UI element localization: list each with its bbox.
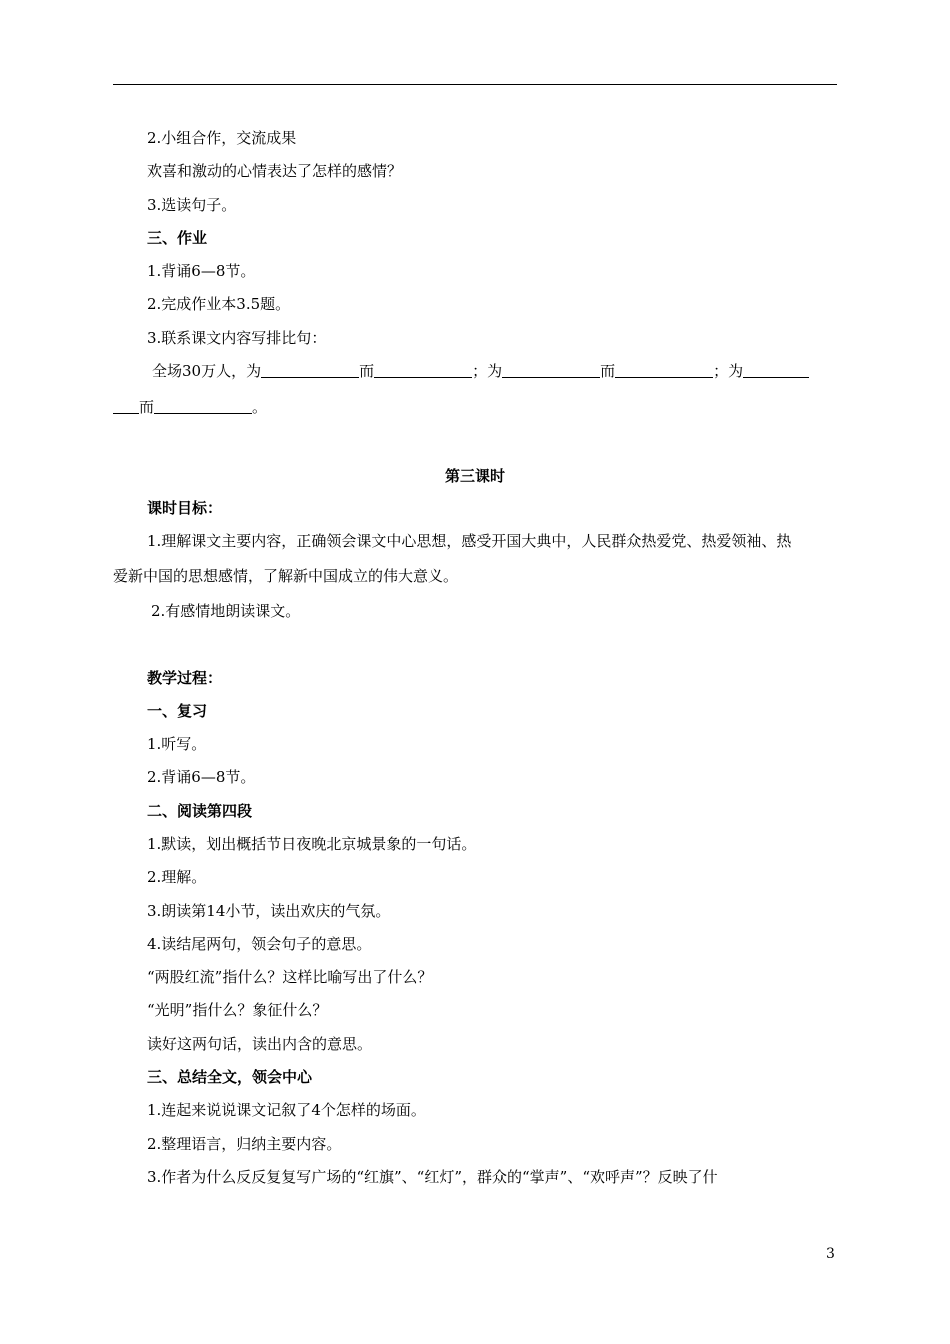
text-line: 3.朗读第14小节，读出欢庆的气氛。 [147, 902, 391, 920]
text-line: 欢喜和激动的心情表达了怎样的感情？ [147, 162, 403, 180]
fill-blank-line-2 [113, 397, 267, 417]
text-line: 1.默读，划出概括节日夜晚北京城景象的一句话。 [147, 835, 477, 853]
text-line: 1.听写。 [147, 735, 207, 753]
text-line: “光明”指什么？象征什么？ [147, 1001, 328, 1019]
text-line: 读好这两句话，读出内含的意思。 [147, 1035, 373, 1053]
section-heading: 一、复习 [147, 702, 208, 720]
fill-text: 全场30万人，为 [152, 362, 262, 380]
section-heading: 二、阅读第四段 [147, 802, 253, 820]
header-rule [113, 84, 837, 85]
text-line: 3.选读句子。 [147, 196, 237, 214]
text-line: 2.有感情地朗读课文。 [151, 602, 301, 620]
text-line: 3.作者为什么反反复复写广场的“红旗”、“红灯”，群众的“掌声”、“欢呼声”？反映了什 [147, 1168, 718, 1186]
fill-text: 而 [600, 362, 616, 380]
section-heading: 三、总结全文，领会中心 [147, 1068, 313, 1086]
goal-heading: 课时目标： [147, 499, 223, 517]
text-line: 1.理解课文主要内容，正确领会课文中心思想，感受开国大典中，人民群众热爱党、热爱领袖、热 [147, 532, 792, 550]
fill-text: 而 [359, 362, 375, 380]
text-line: 2.整理语言，归纳主要内容。 [147, 1135, 342, 1153]
text-line: 2.理解。 [147, 868, 207, 886]
fill-text: ；为 [713, 362, 744, 380]
process-heading: 教学过程： [147, 669, 223, 687]
fill-text: 而 [139, 398, 155, 416]
blank [374, 363, 472, 378]
text-line: 2.完成作业本3.5题。 [147, 295, 291, 313]
text-line: 2.背诵6—8节。 [147, 768, 256, 786]
fill-blank-line-1 [152, 361, 809, 381]
text-line: 4.读结尾两句，领会句子的意思。 [147, 935, 372, 953]
lesson-title: 第三课时 [444, 467, 505, 485]
page-number: 3 [826, 1246, 835, 1262]
text-line: 3.联系课文内容写排比句： [147, 329, 327, 347]
text-line: 爱新中国的思想感情，了解新中国成立的伟大意义。 [113, 567, 459, 585]
text-line: 1.背诵6—8节。 [147, 262, 256, 280]
section-heading: 三、作业 [147, 229, 208, 247]
fill-text: 。 [252, 398, 268, 416]
text-line: 1.连起来说说课文记叙了4个怎样的场面。 [147, 1101, 426, 1119]
text-line: “两股红流”指什么？这样比喻写出了什么？ [147, 968, 433, 986]
blank [261, 363, 359, 378]
blank [154, 399, 252, 414]
text-line: 2.小组合作，交流成果 [147, 129, 297, 147]
blank [615, 363, 713, 378]
fill-text: ；为 [472, 362, 503, 380]
blank [743, 363, 809, 378]
blank [113, 399, 139, 414]
blank [502, 363, 600, 378]
